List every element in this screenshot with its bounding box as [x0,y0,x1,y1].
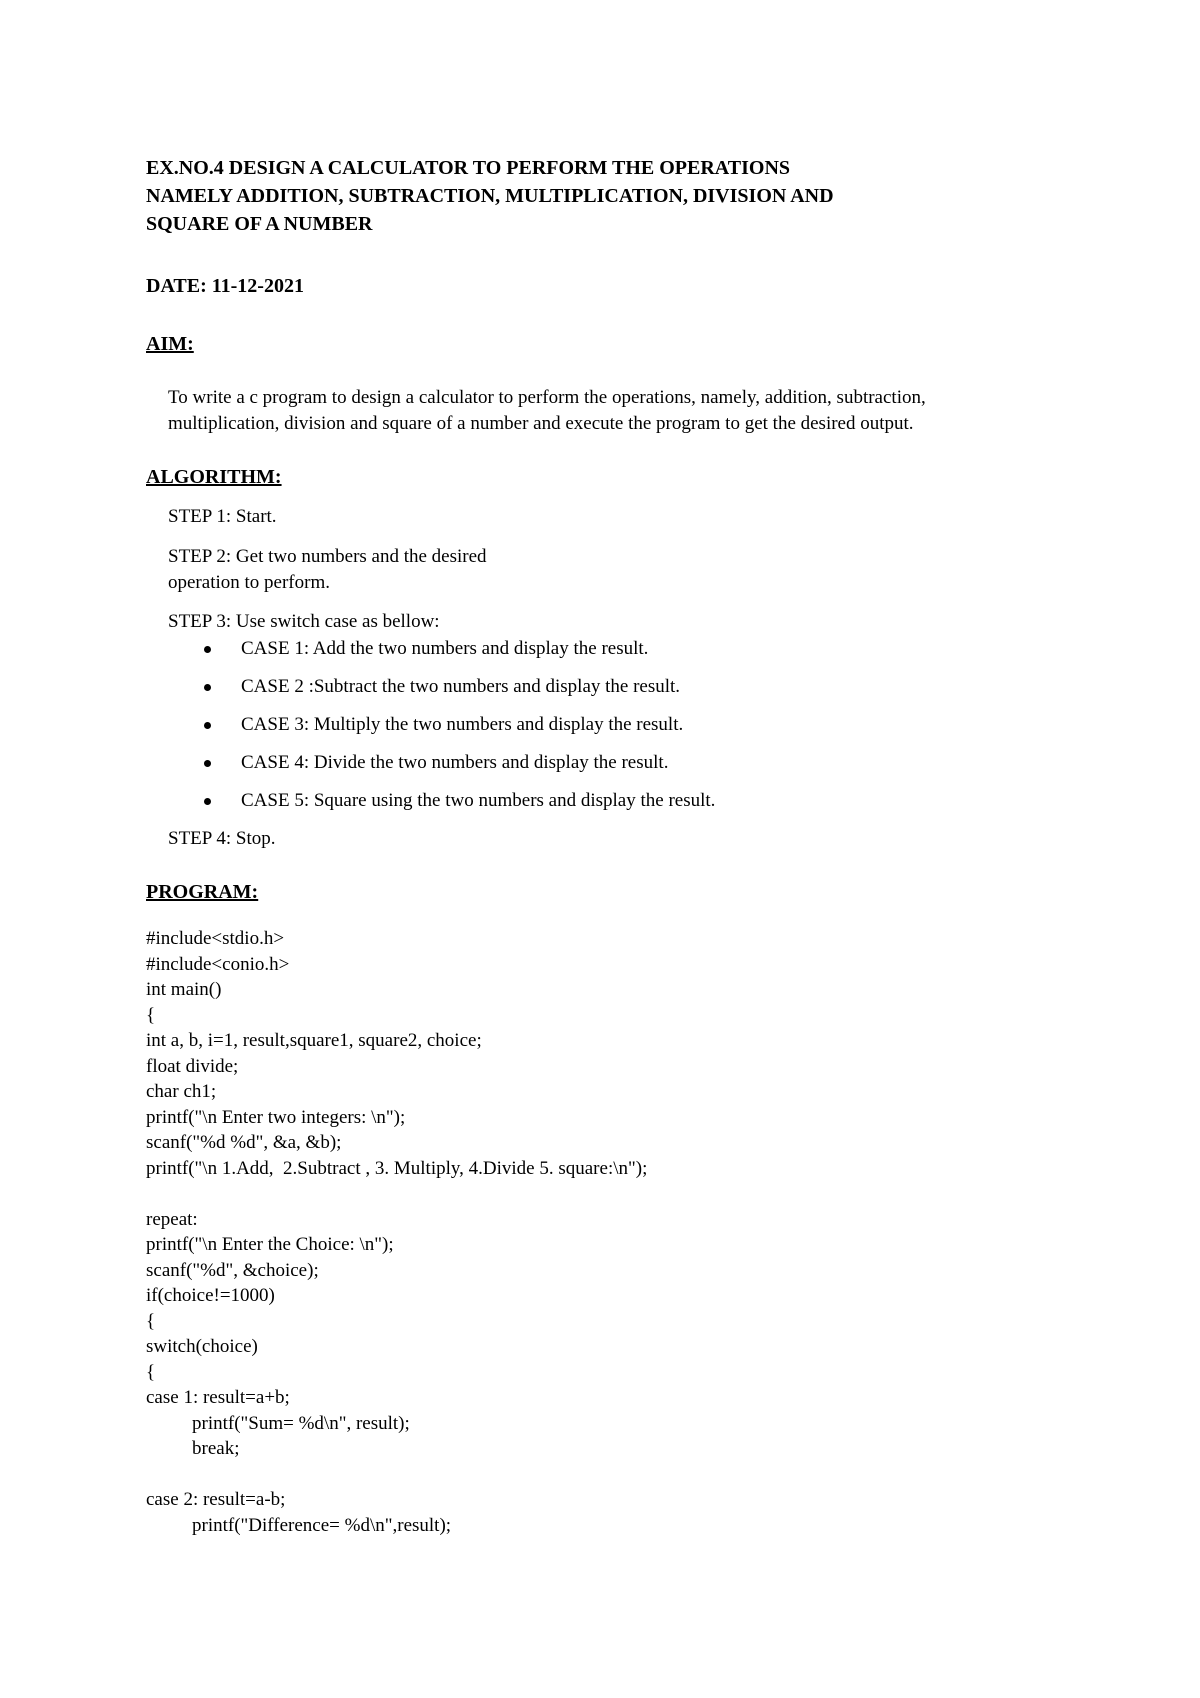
code-line-blank [146,1462,647,1488]
case-text: CASE 4: Divide the two numbers and display the result. [241,752,669,773]
bullet-icon [204,722,211,729]
aim-title: AIM: [146,333,194,355]
code-line: { [146,1004,156,1026]
code-line: break; [192,1438,240,1459]
step-3: STEP 3: Use switch case as bellow: [168,611,440,632]
code-line: int a, b, i=1, result,square1, square2, choice; [146,1030,482,1051]
step-4: STEP 4: Stop. [168,828,276,849]
code-line: { [146,1361,156,1383]
step-2-line-1: STEP 2: Get two numbers and the desired [168,546,487,567]
code-line: int main() [146,979,222,1000]
case-text: CASE 5: Square using the two numbers and display the result. [241,790,716,811]
aim-line-1: To write a c program to design a calculator to perform the operations, namely, addition, subtraction, [168,387,926,408]
code-line: case 2: result=a-b; [146,1489,286,1510]
code-line: #include<conio.h> [146,953,290,975]
aim-paragraph [168,385,926,437]
code-line: scanf("%d %d", &a, &b); [146,1132,342,1153]
aim-line-2: multiplication, division and square of a number and execute the program to get the desired output. [168,413,914,434]
bullet-icon [204,684,211,691]
code-line: #include<stdio.h> [146,928,285,949]
program-code [146,926,647,1538]
heading-line-1: EX.NO.4 DESIGN A CALCULATOR TO PERFORM THE OPERATIONS [146,157,791,179]
heading-line-2: NAMELY ADDITION, SUBTRACTION, MULTIPLICATION, DIVISION AND [146,185,834,207]
case-text: CASE 2 :Subtract the two numbers and display the result. [241,676,681,697]
bullet-icon [204,798,211,805]
code-line: { [146,1310,156,1332]
code-line: printf("\n 1.Add, 2.Subtract , 3. Multiply, 4.Divide 5. square:\n"); [146,1157,648,1179]
heading-line-3: SQUARE OF A NUMBER [146,213,373,235]
code-line: float divide; [146,1055,239,1077]
algorithm-title: ALGORITHM: [146,466,282,488]
exercise-heading [146,154,1046,238]
bullet-icon [204,760,211,767]
code-line: printf("Sum= %d\n", result); [192,1412,410,1434]
code-line: char ch1; [146,1081,217,1102]
bullet-icon [204,646,211,653]
code-line: if(choice!=1000) [146,1285,275,1306]
code-line-blank [146,1181,647,1207]
code-line: repeat: [146,1208,198,1230]
code-line: printf("\n Enter two integers: \n"); [146,1106,406,1128]
case-text: CASE 1: Add the two numbers and display the result. [241,638,649,659]
code-line: switch(choice) [146,1336,258,1357]
exercise-date: DATE: 11-12-2021 [146,275,304,297]
step-1: STEP 1: Start. [168,506,277,527]
step-2-line-2: operation to perform. [168,572,330,593]
code-line: scanf("%d", &choice); [146,1259,319,1281]
code-line: printf("Difference= %d\n",result); [192,1514,452,1536]
program-title: PROGRAM: [146,881,259,903]
code-line: printf("\n Enter the Choice: \n"); [146,1234,394,1255]
case-text: CASE 3: Multiply the two numbers and display the result. [241,714,684,735]
code-line: case 1: result=a+b; [146,1387,290,1408]
